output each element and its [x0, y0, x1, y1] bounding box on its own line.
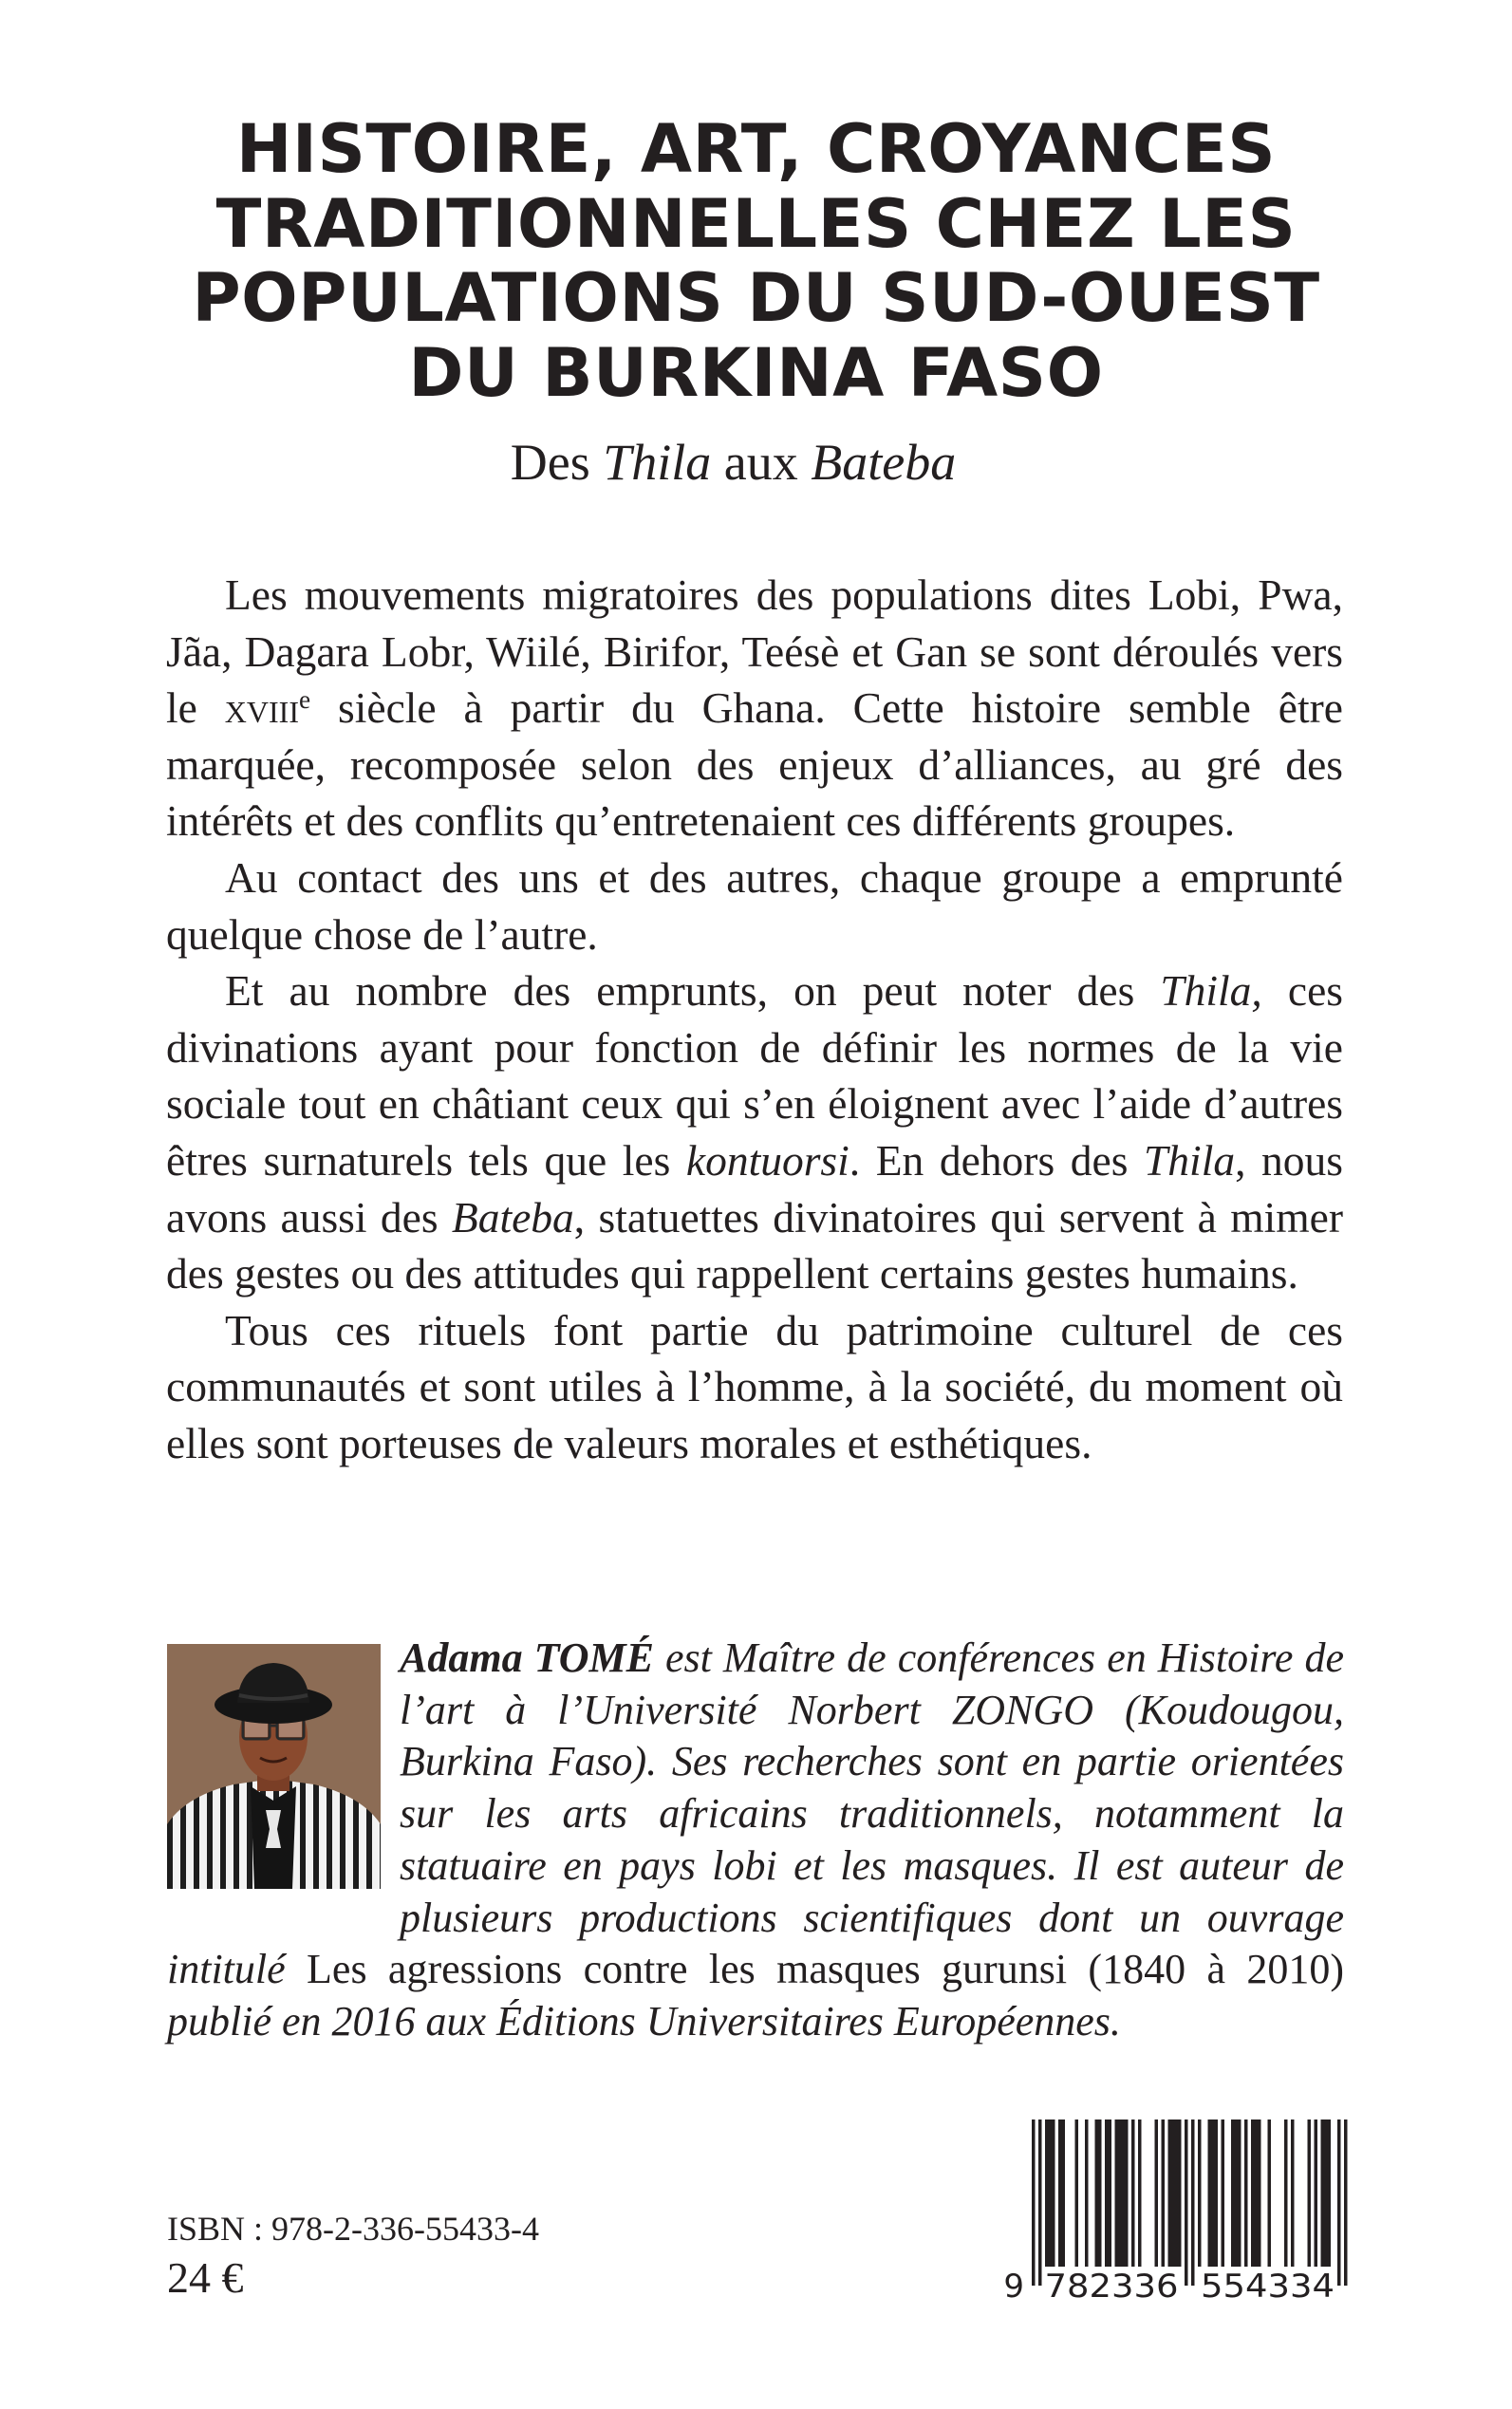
isbn: ISBN : 978-2-336-55433-4	[167, 2210, 539, 2248]
barcode-bar	[1075, 2120, 1079, 2267]
barcode-bar	[1235, 2120, 1239, 2267]
barcode-bar	[1268, 2120, 1272, 2267]
author-book-title: Les agressions contre les masques gurunsi (1840 à 2010)	[307, 1946, 1344, 1993]
barcode-bar	[1211, 2120, 1215, 2267]
century-superscript: e	[298, 685, 311, 715]
author-bio-text: est Maître de conférences en Histoire de l’art à l’Université Norbert ZONGO (Koudougou, Burkina Faso). Ses recherches sont en partie orientées sur les arts africains traditionnels, notamment la statuaire en pays lobi et les masques. Il est auteur de plusieurs productions scientifiques dont un ouvrage intitulé	[167, 1634, 1344, 1993]
barcode-bar	[1284, 2120, 1288, 2267]
barcode-bar	[1155, 2120, 1159, 2267]
barcode-digits: 554334	[1201, 2268, 1335, 2306]
subtitle-italic-thila: Thila	[603, 434, 712, 491]
barcode-bar	[1238, 2120, 1241, 2267]
barcode-bar	[1291, 2120, 1295, 2267]
subtitle-text: aux	[711, 434, 812, 491]
barcode-guard-bar	[1191, 2120, 1195, 2286]
barcode-bar	[1175, 2120, 1179, 2267]
text-run: Et au nombre des emprunts, on peut noter des	[225, 966, 1161, 1016]
barcode-bar	[1231, 2120, 1235, 2267]
barcode-bar	[1255, 2120, 1259, 2267]
barcode-bar	[1138, 2120, 1142, 2267]
barcode-bar	[1208, 2120, 1212, 2267]
barcode-bar	[1058, 2120, 1062, 2267]
barcode-bar	[1321, 2120, 1325, 2267]
text-run: ces divinations ayant pour fonction de définir les normes de la vie sociale tout en châtiant ceux qui s’en éloignent avec l’aide d’autres êtres surnaturels tels que les	[166, 966, 1343, 1185]
barcode-bar	[1125, 2120, 1129, 2267]
summary-paragraph-2: Au contact des uns et des autres, chaque groupe a emprunté quelque chose de l’autre.	[166, 852, 1343, 959]
barcode-bar	[1198, 2120, 1202, 2267]
subtitle-text: Des	[510, 434, 604, 491]
title-line: DU BURKINA FASO	[408, 333, 1104, 412]
author-portrait-illustration	[167, 1644, 381, 1889]
barcode-bar	[1131, 2120, 1135, 2267]
barcode-bar	[1251, 2120, 1255, 2267]
title-line: POPULATIONS DU SUD-OUEST	[192, 259, 1320, 337]
barcode-bar	[1105, 2120, 1109, 2267]
barcode-bar	[1095, 2120, 1099, 2267]
barcode-bar	[1215, 2120, 1219, 2267]
summary-paragraph-4: Tous ces rituels font partie du patrimoine culturel de ces communautés et sont utiles à l’homme, à la société, du moment où elles sont porteuses de valeurs morales et esthétiques.	[166, 1305, 1343, 1467]
barcode-bar	[1062, 2120, 1066, 2267]
text-run: . En dehors des	[849, 1135, 1144, 1185]
barcode-bar	[1244, 2120, 1248, 2267]
subtitle-italic-bateba: Bateba	[811, 434, 957, 491]
barcode-bar	[1315, 2120, 1318, 2267]
summary-paragraph-1	[166, 567, 1343, 850]
barcode-digits: 782336	[1044, 2268, 1179, 2306]
barcode-bar	[1045, 2120, 1049, 2267]
barcode-bar	[1308, 2120, 1312, 2267]
barcode-bar	[1085, 2120, 1089, 2267]
summary-paragraph-3	[166, 962, 1343, 1302]
author-bio	[167, 1633, 1344, 2048]
italic-term: Thila	[1144, 1135, 1236, 1185]
barcode-digits: 9	[1003, 2268, 1024, 2306]
text-run: siècle à partir du Ghana. Cette histoire semble être marquée, recomposée selon des enjeux d’alliances, au gré des intérêts et des conflits qu’entretenaient ces différents groupes.	[166, 683, 1343, 846]
barcode-bar	[1168, 2120, 1172, 2267]
barcode-guard-bar	[1038, 2120, 1042, 2286]
barcode-guard-bar	[1185, 2120, 1188, 2286]
barcode-bar	[1118, 2120, 1122, 2267]
italic-term: Bateba	[451, 1192, 574, 1242]
barcode-bar	[1052, 2120, 1055, 2267]
text-run: , nous avons aussi des	[166, 1135, 1344, 1242]
barcode-bar	[1171, 2120, 1175, 2267]
barcode-bar	[1328, 2120, 1332, 2267]
book-title	[0, 112, 1512, 410]
author-bio-text: publié en 2016 aux Éditions Universitaires Européennes.	[167, 1997, 1121, 2045]
price: 24 €	[167, 2253, 244, 2302]
italic-term: Thila,	[1160, 966, 1262, 1016]
barcode-bar	[1258, 2120, 1261, 2267]
isbn-barcode	[1001, 2117, 1353, 2306]
author-name: Adama TOMÉ	[400, 1634, 654, 1681]
title-line: HISTOIRE, ART, CROYANCES	[235, 110, 1277, 188]
barcode-guard-bar	[1337, 2120, 1341, 2286]
book-subtitle	[0, 429, 1466, 495]
barcode-bar	[1098, 2120, 1102, 2267]
century-numeral: xviii	[224, 683, 299, 733]
barcode-bar	[1049, 2120, 1053, 2267]
barcode-guard-bar	[1344, 2120, 1348, 2286]
italic-term: kontuorsi	[685, 1135, 849, 1185]
title-line: TRADITIONNELLES CHEZ LES	[215, 184, 1297, 263]
barcode-guard-bar	[1032, 2120, 1036, 2286]
barcode-bar	[1324, 2120, 1328, 2267]
barcode-bar	[1162, 2120, 1166, 2267]
barcode-bar	[1115, 2120, 1119, 2267]
barcode-bar	[1109, 2120, 1112, 2267]
barcode-bar	[1222, 2120, 1225, 2267]
text-run: , statuettes divinatoires qui servent à mimer des gestes ou des attitudes qui rappellent certains gestes humains.	[166, 1192, 1343, 1298]
summary-text	[166, 567, 1343, 1472]
text-run: Les mouvements migratoires des populations dites Lobi, Pwa, Jãa, Dagara Lobr, Wiilé, Birifor, Teésè et Gan se sont déroulés vers le	[166, 570, 1343, 733]
author-photo	[167, 1644, 381, 1889]
barcode-bar	[1122, 2120, 1126, 2267]
barcode-bar	[1178, 2120, 1182, 2267]
